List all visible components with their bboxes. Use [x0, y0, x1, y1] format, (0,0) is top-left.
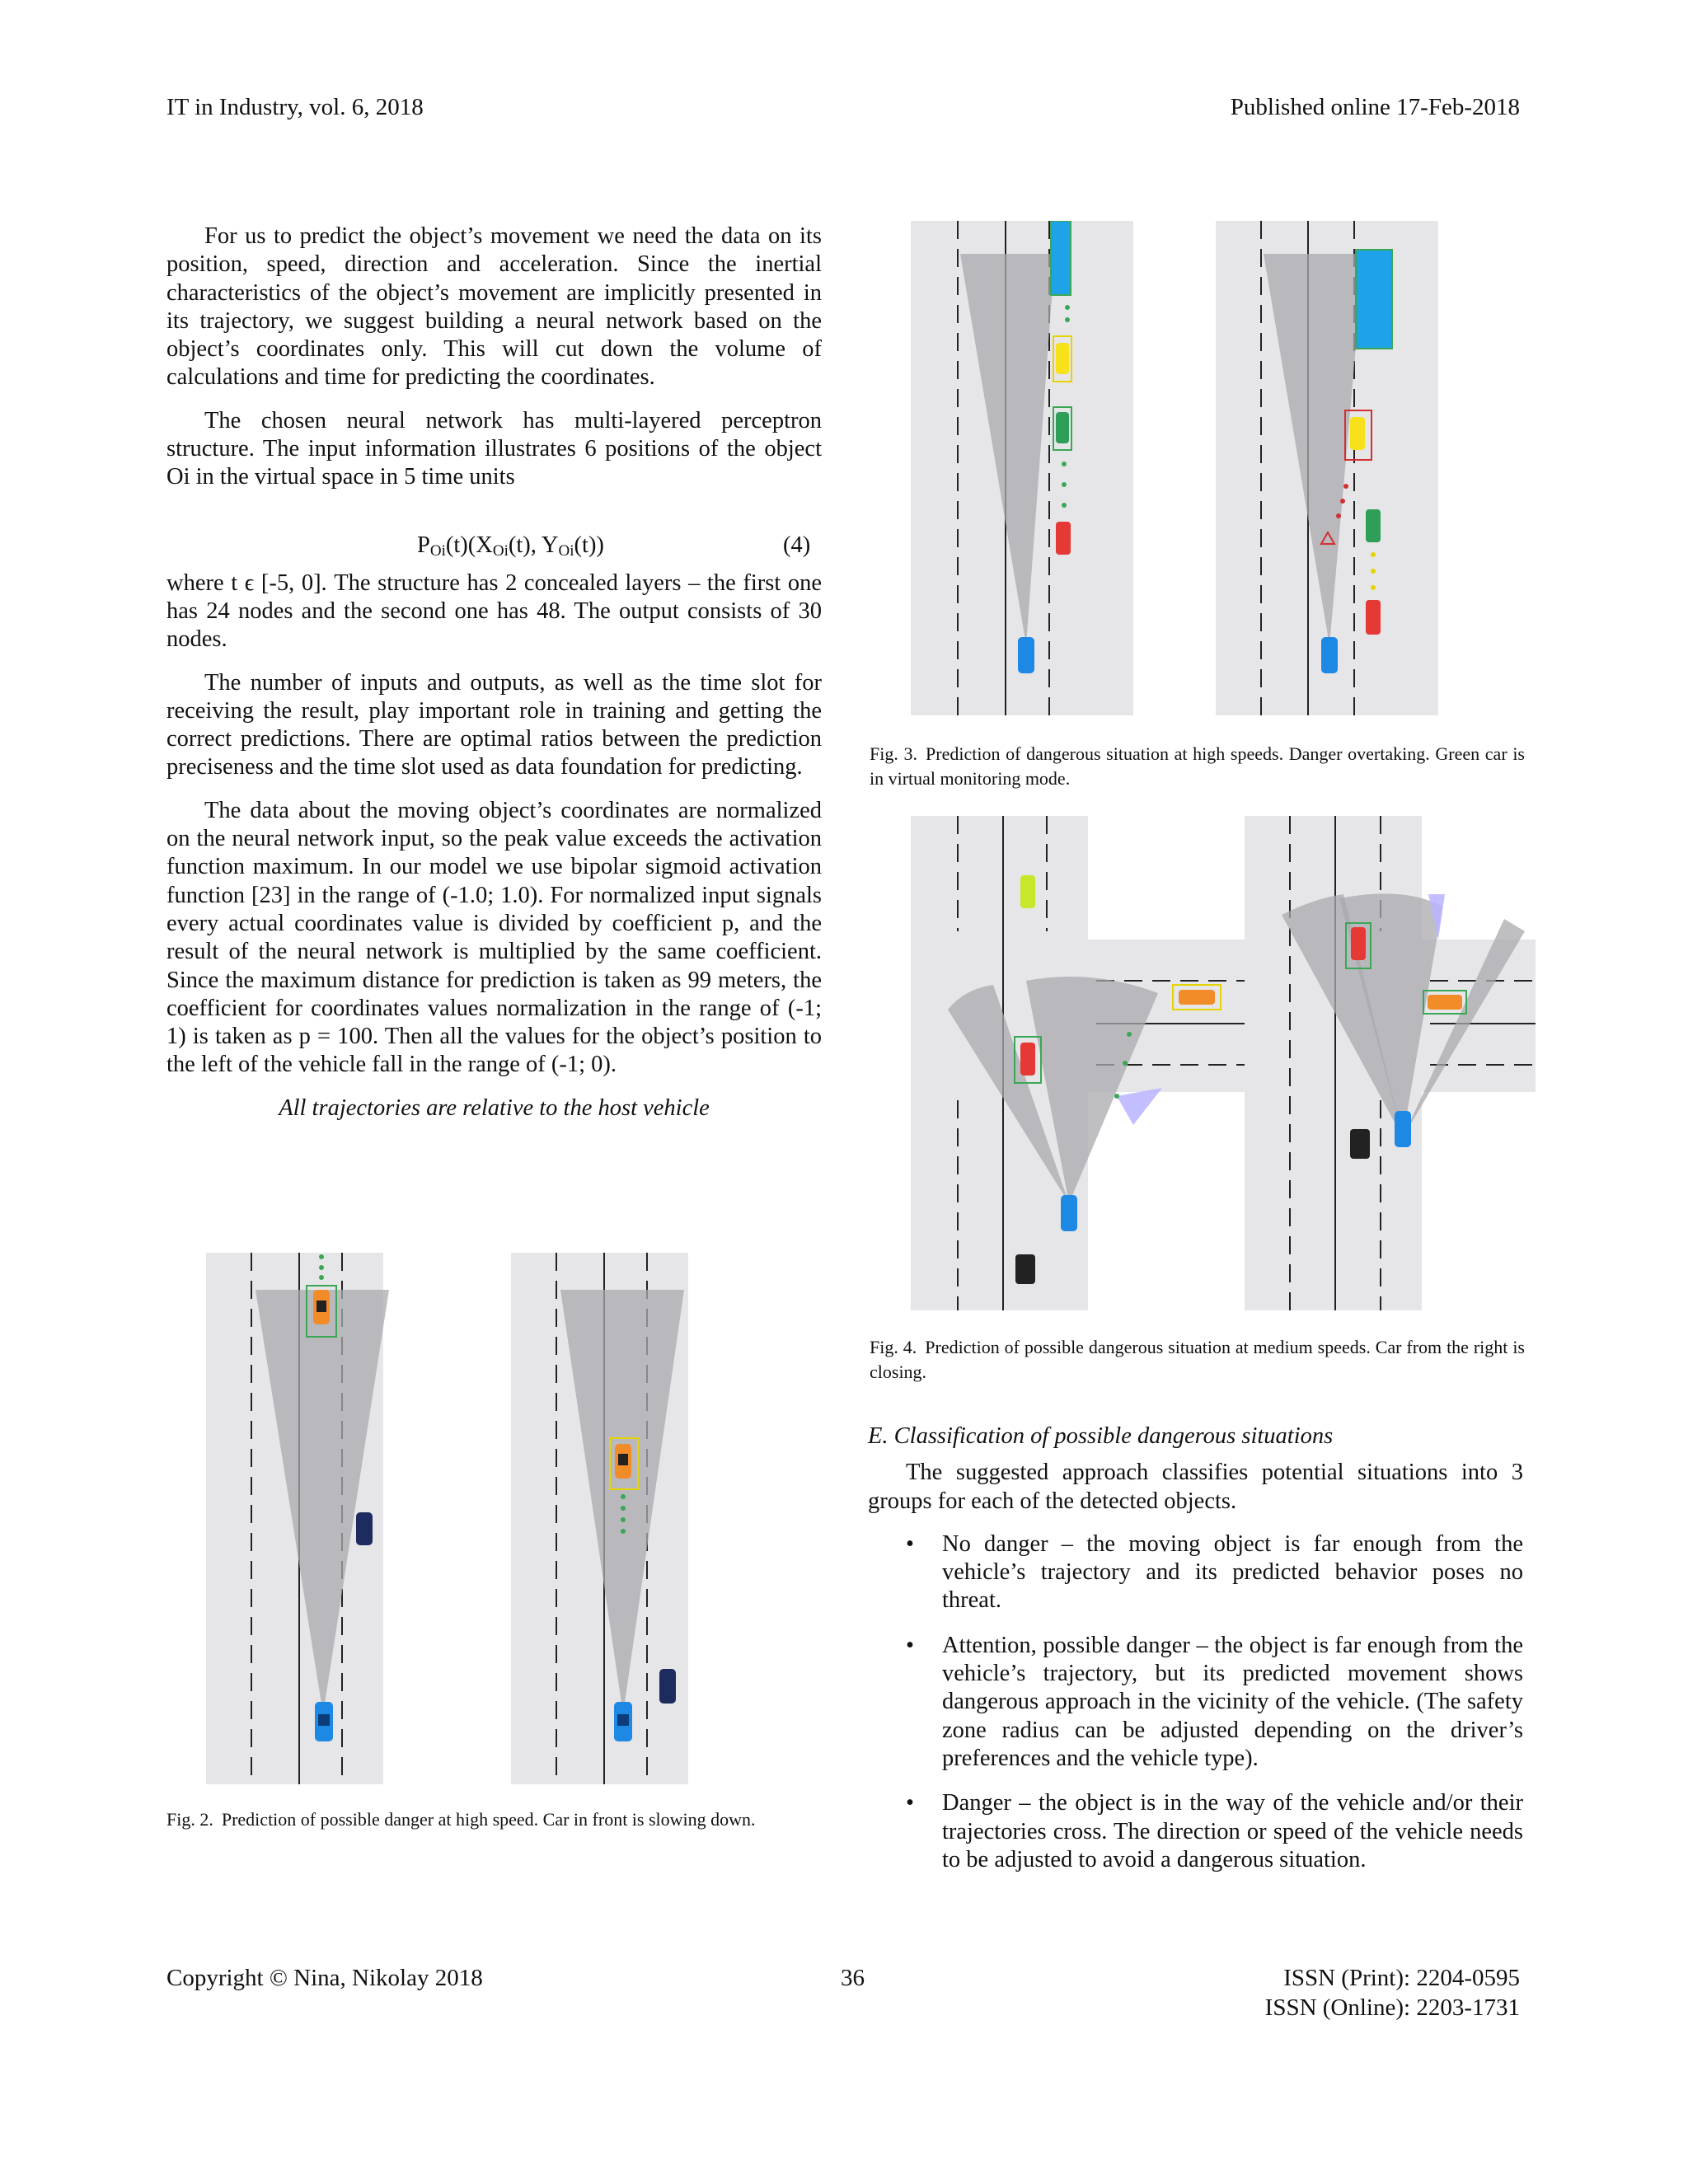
paragraph: For us to predict the object’s movement we need the data on its position, speed, direction and acceleration. Since the inertial characteristics of the object’s movement are implicitly presented in its trajectory, we suggest building a neural network based on the object’s coordinates only. This will cut down the volume of calculations and time for predicting the coordinates.: [166, 223, 822, 391]
equation-number: (4): [783, 532, 811, 558]
car-orange: [1179, 990, 1215, 1005]
classification-list: [868, 1530, 1523, 1874]
host-car: [1018, 637, 1034, 673]
car-green: [1056, 412, 1069, 443]
figure-2-caption: [166, 1807, 822, 1832]
figure-2: [165, 1253, 758, 1784]
bullet-icon: •: [906, 1790, 914, 1816]
car-black: [1015, 1254, 1035, 1284]
paragraph: The number of inputs and outputs, as well as the time slot for receiving the result, play important role in training and getting the correct predictions. There are optimal ratios between the prediction preciseness and the time slot used as data foundation for predicting.: [166, 669, 822, 780]
running-header-journal: IT in Industry, vol. 6, 2018: [166, 94, 424, 120]
right-column-text: [868, 1422, 1523, 1891]
host-car: [1395, 1111, 1411, 1147]
figure-3: [870, 221, 1527, 715]
paragraph: The suggested approach classifies potential situations into 3 groups for each of the detected objects.: [868, 1460, 1523, 1514]
figure-4-caption: [870, 1335, 1525, 1385]
overlap-zone: [1117, 1088, 1162, 1125]
car-yellow-green: [1020, 875, 1035, 908]
footer-copyright: Copyright © Nina, Nikolay 2018: [166, 1965, 483, 1991]
car-red: [1366, 600, 1381, 635]
list-item: • No danger – the moving object is far enough from the vehicle’s trajectory and its predicted behavior poses no threat.: [906, 1530, 1523, 1614]
list-item: • Danger – the object is in the way of the vehicle and/or their trajectories cross. The direction or speed of the vehicle needs to be adjusted to avoid a dangerous situation.: [906, 1790, 1523, 1872]
car-dark-blue: [659, 1669, 676, 1704]
car-yellow: [1056, 343, 1069, 374]
left-column: [166, 223, 822, 1122]
equation-expression: $P_{Oi}(t)(X_{Oi}(t)$, $Y_{Oi}(t)$): [417, 532, 604, 560]
running-header-date: Published online 17-Feb-2018: [1230, 94, 1520, 120]
caption-text: Prediction of dangerous situation at high speeds. Danger overtaking. Green car is in virtual monitoring mode.: [870, 743, 1525, 789]
section-heading: E. Classification of possible dangerous situations: [868, 1423, 1334, 1449]
car-red: [1351, 927, 1366, 960]
figure-label: Fig. 4.: [870, 1337, 917, 1357]
list-item: • Attention, possible danger – the object is far enough from the vehicle’s trajectory, but its predicted movement shows dangerous approach in the vicinity of the vehicle. (The safety zone radius can be adjusted depending on the driver’s preferences and the vehicle type).: [906, 1632, 1523, 1771]
figure-4-image: [870, 816, 1536, 1310]
paragraph: The chosen neural network has multi-layered perceptron structure. The input information illustrates 6 positions of the object Oi in the virtual space in 5 time units: [166, 407, 822, 490]
figure-3-image: [870, 221, 1527, 715]
paragraph: The data about the moving object’s coordinates are normalized on the neural network input, so the peak value exceeds the activation function maximum. In our model we use bipolar sigmoid activation function [23] in the range of (-1.0; 1.0). For normalized input signals every actual coordinates value is divided by coefficient p, and the result of the neural network is multiplied by the same coefficient. Since the maximum distance for prediction is taken as 99 meters, the coefficient for coordinates values normalization in the range of (-1; 1) is taken as p = 100. Then all the values for the object’s position to the left of the vehicle fall in the range of (-1; 0).: [166, 797, 822, 1078]
paragraph: where t ϵ [-5, 0]. The structure has 2 concealed layers – the first one has 24 nodes and the second one has 48. The output consists of 30 nodes.: [166, 569, 822, 653]
car-yellow: [1350, 417, 1365, 450]
car-green: [1366, 509, 1381, 542]
page-number: 36: [841, 1965, 865, 1991]
bullet-icon: •: [906, 1530, 914, 1557]
host-car: [1061, 1195, 1077, 1231]
figure-4: [870, 816, 1536, 1310]
car-orange: [1428, 995, 1462, 1010]
bullet-icon: •: [906, 1632, 914, 1658]
car-red: [1020, 1043, 1035, 1076]
issn-print: ISSN (Print): 2204-0595: [1283, 1965, 1520, 1991]
figure-label: Fig. 3.: [870, 743, 918, 764]
car-red: [1056, 522, 1071, 555]
car-window: [316, 1301, 326, 1312]
figure-heading: All trajectories are relative to the host vehicle: [279, 1094, 710, 1121]
bus-blue: [1051, 221, 1071, 295]
car-black: [1350, 1129, 1370, 1159]
car-dark-blue: [356, 1512, 373, 1545]
figure-3-caption: [870, 742, 1525, 791]
bus-blue: [1356, 250, 1392, 349]
caption-text: Prediction of possible dangerous situation at medium speeds. Car from the right is closing.: [870, 1337, 1525, 1382]
equation-4: [166, 532, 822, 565]
host-car: [1321, 637, 1338, 673]
issn-online: ISSN (Online): 2203-1731: [1264, 1994, 1520, 2021]
caption-text: Prediction of possible danger at high speed. Car in front is slowing down.: [221, 1809, 756, 1830]
figure-2-image: [165, 1253, 758, 1784]
figure-label: Fig. 2.: [166, 1809, 213, 1830]
footer-issn: [1265, 1963, 1520, 2022]
